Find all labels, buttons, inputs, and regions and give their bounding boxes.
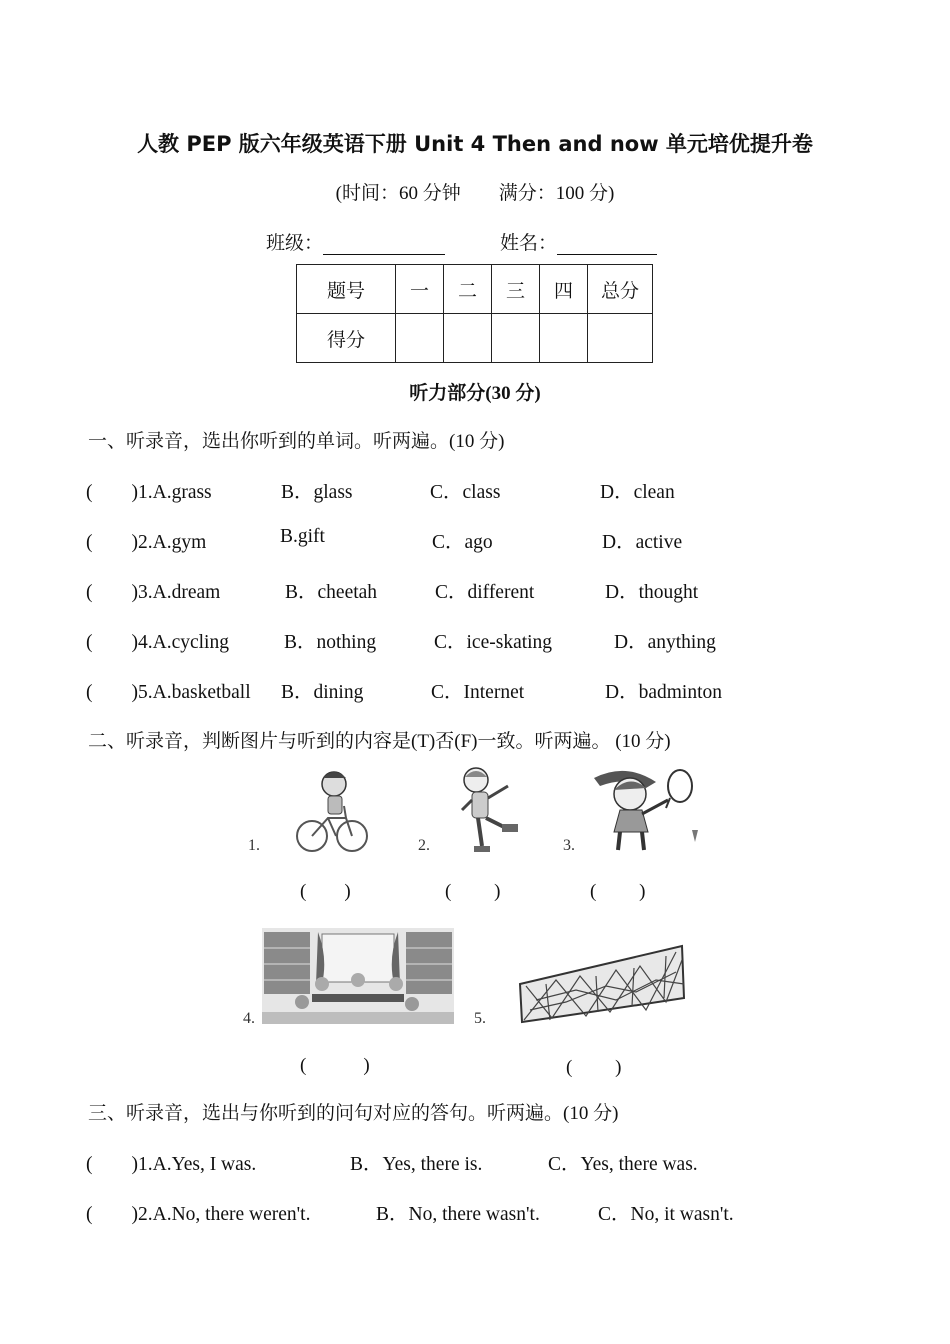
option-d: D．thought (605, 582, 699, 603)
answer-bracket[interactable]: ( ) (590, 881, 646, 902)
table-header-cell: 四 (540, 265, 588, 314)
score-cell[interactable] (588, 314, 653, 363)
table-header-cell: 二 (444, 265, 492, 314)
option-b: B．Yes, there is. (350, 1154, 483, 1175)
option-d: D．clean (600, 482, 675, 503)
score-cell[interactable] (492, 314, 540, 363)
girl-badminton-picture (586, 766, 706, 856)
picture-number: 2. (418, 837, 430, 854)
name-blank[interactable] (557, 234, 657, 255)
option-b: B．nothing (284, 632, 377, 653)
option-c: C．ago (432, 532, 493, 553)
table-row-label: 得分 (297, 314, 396, 363)
part1-heading: 一、听录音，选出你听到的单词。听两遍。(10 分) (88, 431, 505, 452)
exam-meta: (时间：60 分钟 满分：100 分) (335, 183, 615, 204)
answer-bracket[interactable]: ( ) (300, 881, 351, 902)
question-number: ( )3.A.dream (86, 582, 221, 603)
option-b: B．cheetah (285, 582, 378, 603)
option-c: C．Yes, there was. (548, 1154, 698, 1175)
picture-number: 4. (243, 1010, 255, 1027)
question-number: ( )2.A.No, there weren't. (86, 1204, 311, 1225)
table-header-cell: 总分 (588, 265, 653, 314)
option-c: C．Internet (431, 682, 525, 703)
option-c: C．ice-skating (434, 632, 553, 653)
part2-heading: 二、听录音，判断图片与听到的内容是(T)否(F)一致。听两遍。 (10 分) (88, 731, 671, 752)
picture-number: 5. (474, 1010, 486, 1027)
option-d: D．badminton (605, 682, 722, 703)
roller-skating-picture (456, 766, 522, 858)
listening-section-title: 听力部分(30 分) (409, 383, 541, 404)
picture-number: 1. (248, 837, 260, 854)
score-cell[interactable] (444, 314, 492, 363)
answer-bracket[interactable]: ( ) (300, 1055, 370, 1076)
score-cell[interactable] (396, 314, 444, 363)
table-header-cell: 一 (396, 265, 444, 314)
birds-nest-stadium-picture (516, 940, 688, 1026)
option-c: C．class (430, 482, 501, 503)
library-picture (262, 928, 454, 1024)
answer-bracket[interactable]: ( ) (566, 1057, 622, 1078)
page-title: 人教 PEP 版六年级英语下册 Unit 4 Then and now 单元培优提升卷 (137, 132, 813, 156)
question-number: ( )1.A.grass (86, 482, 212, 503)
part3-heading: 三、听录音，选出与你听到的问句对应的答句。听两遍。(10 分) (88, 1103, 619, 1124)
class-field[interactable] (266, 228, 445, 255)
answer-bracket[interactable]: ( ) (445, 881, 501, 902)
score-table (296, 264, 653, 363)
class-label: 班级： (266, 233, 324, 254)
option-b: B．glass (281, 482, 353, 503)
table-header-cell: 三 (492, 265, 540, 314)
option-b: B.gift (280, 526, 325, 547)
name-field[interactable] (500, 228, 657, 255)
option-d: D．anything (614, 632, 716, 653)
name-label: 姓名： (500, 233, 558, 254)
question-number: ( )4.A.cycling (86, 632, 229, 653)
picture-number: 3. (563, 837, 575, 854)
table-header-cell: 题号 (297, 265, 396, 314)
option-c: C．different (435, 582, 535, 603)
score-cell[interactable] (540, 314, 588, 363)
option-b: B．dining (281, 682, 364, 703)
question-number: ( )5.A.basketball (86, 682, 251, 703)
class-blank[interactable] (323, 234, 445, 255)
option-c: C．No, it wasn't. (598, 1204, 734, 1225)
boy-cycling-picture (296, 768, 368, 856)
question-number: ( )1.A.Yes, I was. (86, 1154, 257, 1175)
question-number: ( )2.A.gym (86, 532, 207, 553)
option-d: D．active (602, 532, 683, 553)
option-b: B．No, there wasn't. (376, 1204, 540, 1225)
